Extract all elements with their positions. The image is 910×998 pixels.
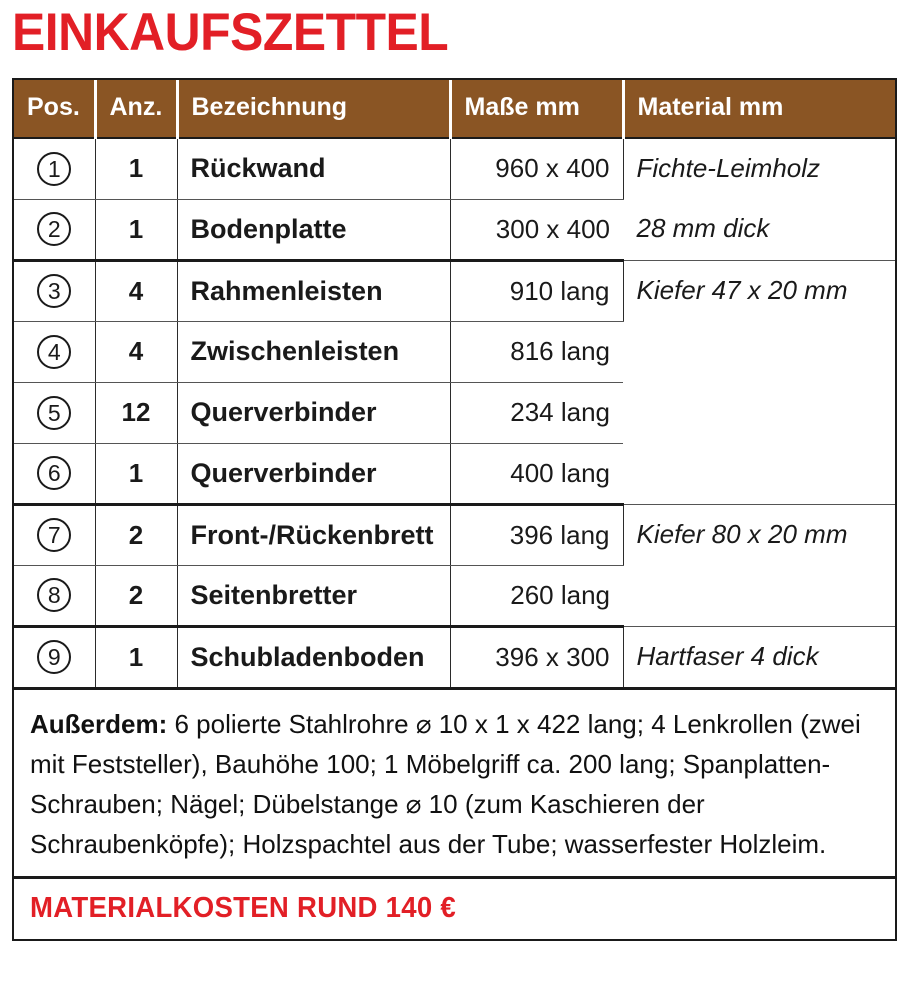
row-quantity-cell: 12: [95, 382, 177, 443]
row-dimensions-cell: 400 lang: [450, 443, 623, 504]
note-label: Außerdem:: [30, 709, 168, 739]
row-position-cell: [14, 565, 95, 626]
material-group-cell: [623, 260, 895, 504]
row-name-cell: Bodenplatte: [177, 199, 450, 260]
materials-table-container: [12, 78, 897, 941]
row-name-cell: Zwischenleisten: [177, 321, 450, 382]
column-header-masse: Maße mm: [450, 80, 623, 138]
position-circle: 4: [37, 335, 71, 369]
table-header-row: [14, 80, 895, 138]
material-group-cell: [623, 138, 895, 260]
table-row: [14, 626, 895, 687]
row-dimensions-cell: 396 x 300: [450, 626, 623, 687]
position-circle: 5: [37, 396, 71, 430]
position-circle: 1: [37, 152, 71, 186]
position-circle: 2: [37, 212, 71, 246]
additional-materials-note: [14, 687, 895, 876]
position-circle: 9: [37, 640, 71, 674]
table-body: [14, 138, 895, 687]
column-header-pos: Pos.: [14, 80, 95, 138]
row-quantity-cell: 1: [95, 626, 177, 687]
row-quantity-cell: 1: [95, 138, 177, 199]
row-quantity-cell: 2: [95, 565, 177, 626]
row-dimensions-cell: 960 x 400: [450, 138, 623, 199]
row-quantity-cell: 4: [95, 260, 177, 321]
row-position-cell: [14, 626, 95, 687]
row-position-cell: [14, 504, 95, 565]
row-position-cell: [14, 138, 95, 199]
row-name-cell: Querverbinder: [177, 382, 450, 443]
material-line: 28 mm dick: [636, 213, 770, 243]
row-dimensions-cell: 910 lang: [450, 260, 623, 321]
column-header-anz: Anz.: [95, 80, 177, 138]
position-circle: 6: [37, 456, 71, 490]
row-name-cell: Rahmenleisten: [177, 260, 450, 321]
material-line: Fichte-Leimholz: [636, 153, 821, 183]
row-position-cell: [14, 321, 95, 382]
table-row: [14, 138, 895, 199]
material-group-cell: [623, 626, 895, 687]
row-quantity-cell: 1: [95, 443, 177, 504]
page-title: EINKAUFSZETTEL: [12, 3, 449, 62]
table-row: [14, 260, 895, 321]
row-name-cell: Front-/Rückenbrett: [177, 504, 450, 565]
material-line: Kiefer 47 x 20 mm: [636, 274, 848, 305]
row-position-cell: [14, 199, 95, 260]
row-quantity-cell: 4: [95, 321, 177, 382]
material-cost-strip: [14, 876, 895, 939]
column-header-material: Material mm: [623, 80, 895, 138]
row-position-cell: [14, 443, 95, 504]
materials-table: [14, 80, 895, 687]
row-position-cell: [14, 260, 95, 321]
column-header-bezeichnung: Bezeichnung: [177, 80, 450, 138]
row-dimensions-cell: 300 x 400: [450, 199, 623, 260]
row-dimensions-cell: 816 lang: [450, 321, 623, 382]
row-dimensions-cell: 396 lang: [450, 504, 623, 565]
table-header: [14, 80, 895, 138]
row-quantity-cell: 1: [95, 199, 177, 260]
row-name-cell: Querverbinder: [177, 443, 450, 504]
row-position-cell: [14, 382, 95, 443]
material-cost-text: MATERIALKOSTEN RUND 140 €: [30, 892, 457, 924]
material-group-cell: [623, 504, 895, 626]
note-text: 6 polierte Stahlrohre ⌀ 10 x 1 x 422 lang; 4 Lenkrollen (zwei mit Feststeller), Bauhöhe 100; 1 Möbelgriff ca. 200 lang; Spanplatten-Schrauben; Nägel; Dübelstange ⌀ 10 (zum Kaschieren der Schraubenköpfe); Holzspachtel aus der Tube; wasserfester Holzleim.: [30, 709, 861, 859]
row-dimensions-cell: 260 lang: [450, 565, 623, 626]
row-name-cell: Rückwand: [177, 138, 450, 199]
position-circle: 7: [37, 518, 71, 552]
row-name-cell: Seitenbretter: [177, 565, 450, 626]
table-row: [14, 504, 895, 565]
position-circle: 3: [37, 274, 71, 308]
row-name-cell: Schubladenboden: [177, 626, 450, 687]
row-dimensions-cell: 234 lang: [450, 382, 623, 443]
material-line: Hartfaser 4 dick: [636, 640, 819, 671]
material-line: Kiefer 80 x 20 mm: [636, 518, 848, 549]
row-quantity-cell: 2: [95, 504, 177, 565]
position-circle: 8: [37, 578, 71, 612]
